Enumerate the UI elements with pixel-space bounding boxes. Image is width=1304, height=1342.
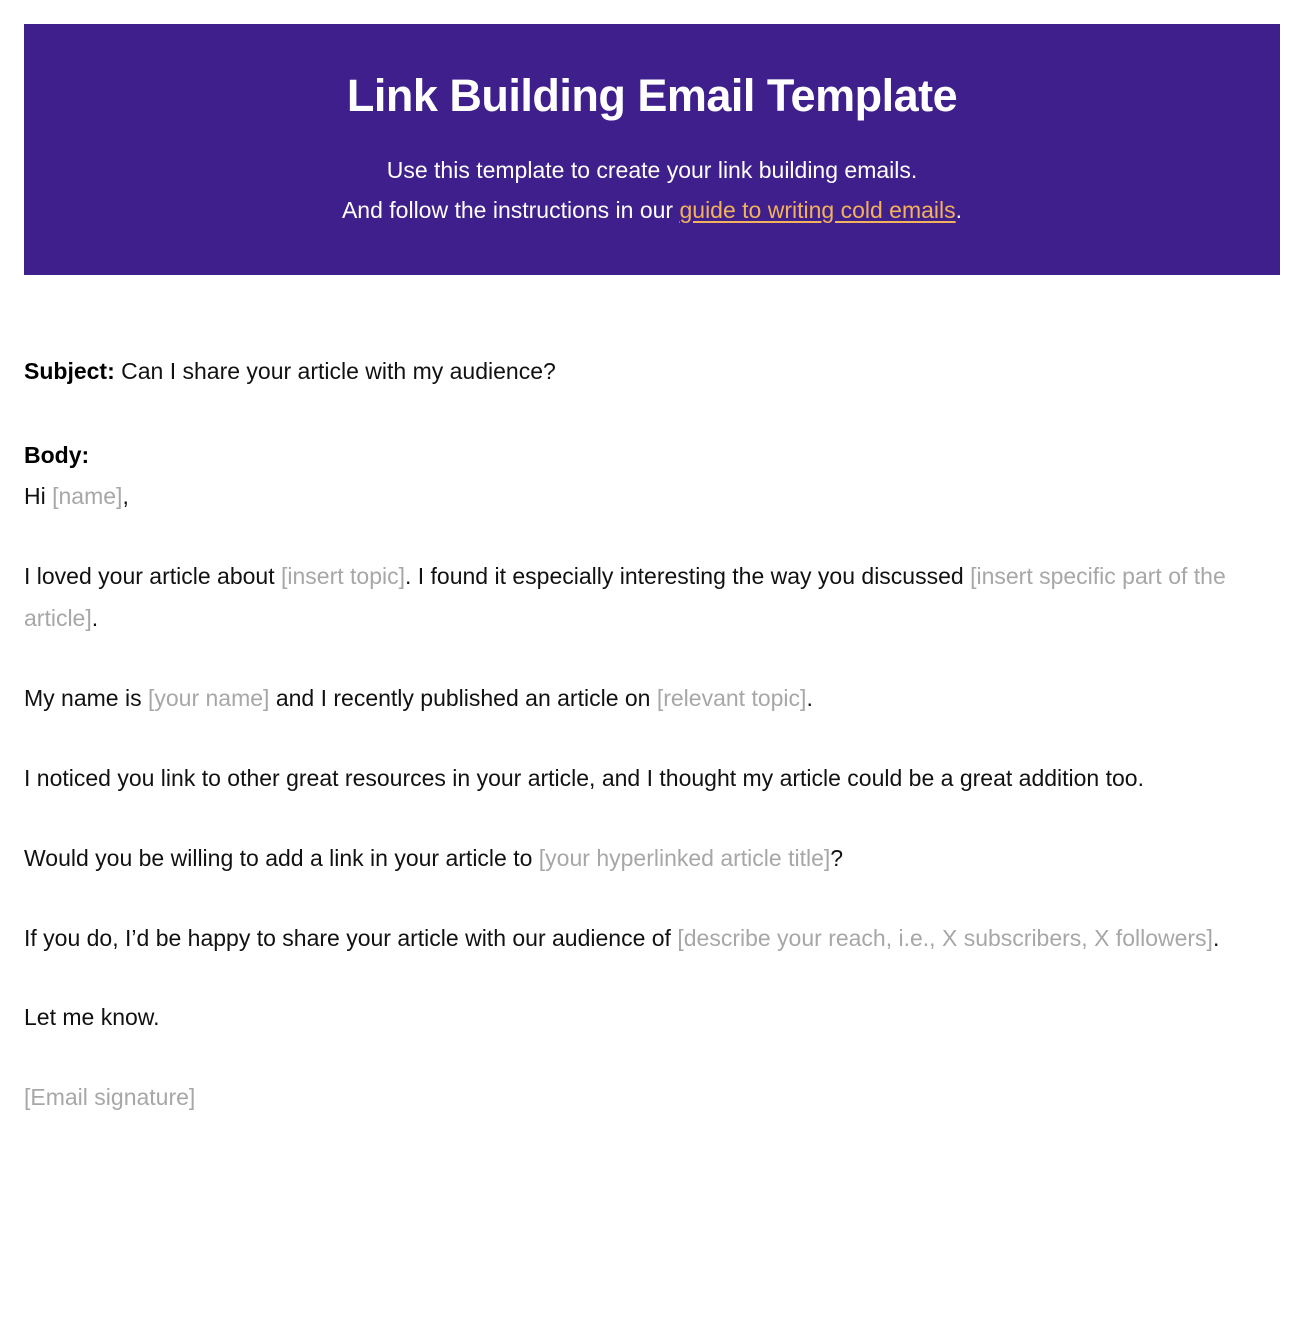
placeholder-relevant-topic: [relevant topic] [656,684,807,711]
p2-text-c: . [806,684,813,711]
p5-text-b: . [1212,924,1220,951]
banner-subtitle-prefix: And follow the instructions in our [341,197,680,224]
paragraph-6: Let me know. [24,1004,160,1031]
banner-subtitle-line-1: Use this template to create your link building emails. [386,156,918,183]
subject-value: Can I share your article with my audience? [114,357,556,384]
p1-text-b: . I found it especially interesting the way you discussed [404,563,971,590]
page-title: Link Building Email Template [346,70,958,121]
p1-text-a: I loved your article about [24,563,281,590]
paragraph-1 [24,556,1280,640]
p1-text-c: . [91,605,99,632]
email-template-page [0,24,1304,1159]
email-body [0,275,1304,1159]
paragraph-2 [24,678,1280,720]
body-label-row [24,435,1280,477]
paragraph-3: I noticed you link to other great resources in your article, and I thought my article could be a great addition too. [24,764,1144,791]
greeting-line [24,476,1280,518]
placeholder-describe-reach: [describe your reach, i.e., X subscribers, X followers] [677,924,1213,951]
placeholder-name: [name] [52,483,123,510]
greeting-suffix: , [122,483,129,510]
p4-text-b: ? [830,844,844,871]
placeholder-specific-part: [insert specific part of the article] [24,563,1226,632]
p2-text-a: My name is [24,684,148,711]
header-banner [24,24,1280,275]
paragraph-5 [24,918,1280,960]
banner-subtitle-line-2 [64,190,1240,230]
p2-text-b: and I recently published an article on [269,684,657,711]
cold-emails-guide-link[interactable]: guide to writing cold emails [679,197,956,224]
paragraph-4 [24,838,1280,880]
p5-text-a: If you do, I’d be happy to share your article with our audience of [24,924,678,951]
banner-subtitle-suffix: . [955,197,963,224]
subject-line [24,351,1280,393]
body-label: Body: [24,441,90,468]
subject-label: Subject: [24,357,115,384]
placeholder-your-name: [your name] [147,684,270,711]
placeholder-hyperlinked-article-title: [your hyperlinked article title] [538,844,831,871]
banner-subtitle [64,150,1240,231]
greeting-prefix: Hi [24,483,53,510]
placeholder-insert-topic: [insert topic] [280,563,405,590]
p4-text-a: Would you be willing to add a link in your article to [24,844,539,871]
placeholder-email-signature: [Email signature] [24,1084,196,1111]
